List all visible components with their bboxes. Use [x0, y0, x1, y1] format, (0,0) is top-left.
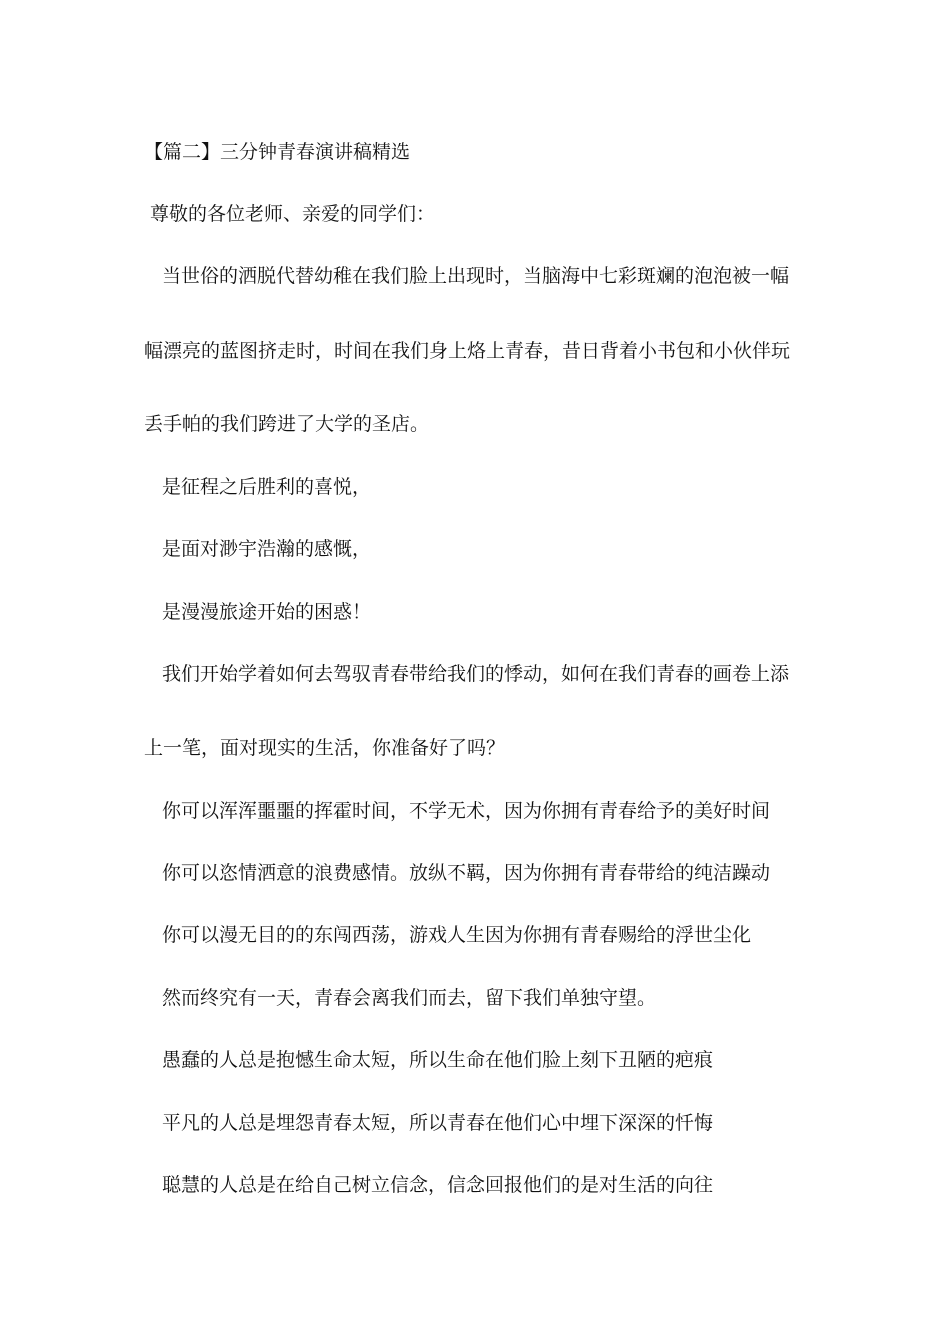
text-line: 聪慧的人总是在给自己树立信念，信念回报他们的是对生活的向往 — [162, 1174, 714, 1196]
text-line: 是面对渺宇浩瀚的感慨， — [162, 538, 372, 560]
text-line: 幅漂亮的蓝图挤走时，时间在我们身上烙上青春，昔日背着小书包和小伙伴玩 — [144, 340, 791, 362]
text-line: 当世俗的洒脱代替幼稚在我们脸上出现时，当脑海中七彩斑斓的泡泡被一幅 — [162, 265, 790, 287]
document-title: 【篇二】三分钟青春演讲稿精选 — [144, 141, 411, 163]
text-line: 是征程之后胜利的喜悦， — [162, 476, 372, 498]
text-line: 上一笔，面对现实的生活，你准备好了吗？ — [144, 737, 506, 759]
text-line: 你可以漫无目的的东闯西荡，游戏人生因为你拥有青春赐给的浮世尘化 — [162, 924, 752, 946]
salutation: 尊敬的各位老师、亲爱的同学们： — [150, 203, 436, 225]
text-line: 你可以恣情洒意的浪费感情。放纵不羁，因为你拥有青春带给的纯洁躁动 — [162, 862, 771, 884]
text-line: 丢手帕的我们跨进了大学的圣店。 — [144, 413, 430, 435]
text-line: 我们开始学着如何去驾驭青春带给我们的悸动，如何在我们青春的画卷上添 — [162, 663, 790, 685]
text-line: 愚蠢的人总是抱憾生命太短，所以生命在他们脸上刻下丑陋的疤痕 — [162, 1049, 714, 1071]
text-line: 平凡的人总是埋怨青春太短，所以青春在他们心中埋下深深的忏悔 — [162, 1112, 714, 1134]
text-line: 你可以浑浑噩噩的挥霍时间，不学无术，因为你拥有青春给予的美好时间 — [162, 800, 771, 822]
text-line: 然而终究有一天，青春会离我们而去，留下我们单独守望。 — [162, 987, 657, 1009]
text-line: 是漫漫旅途开始的困惑！ — [162, 601, 372, 623]
